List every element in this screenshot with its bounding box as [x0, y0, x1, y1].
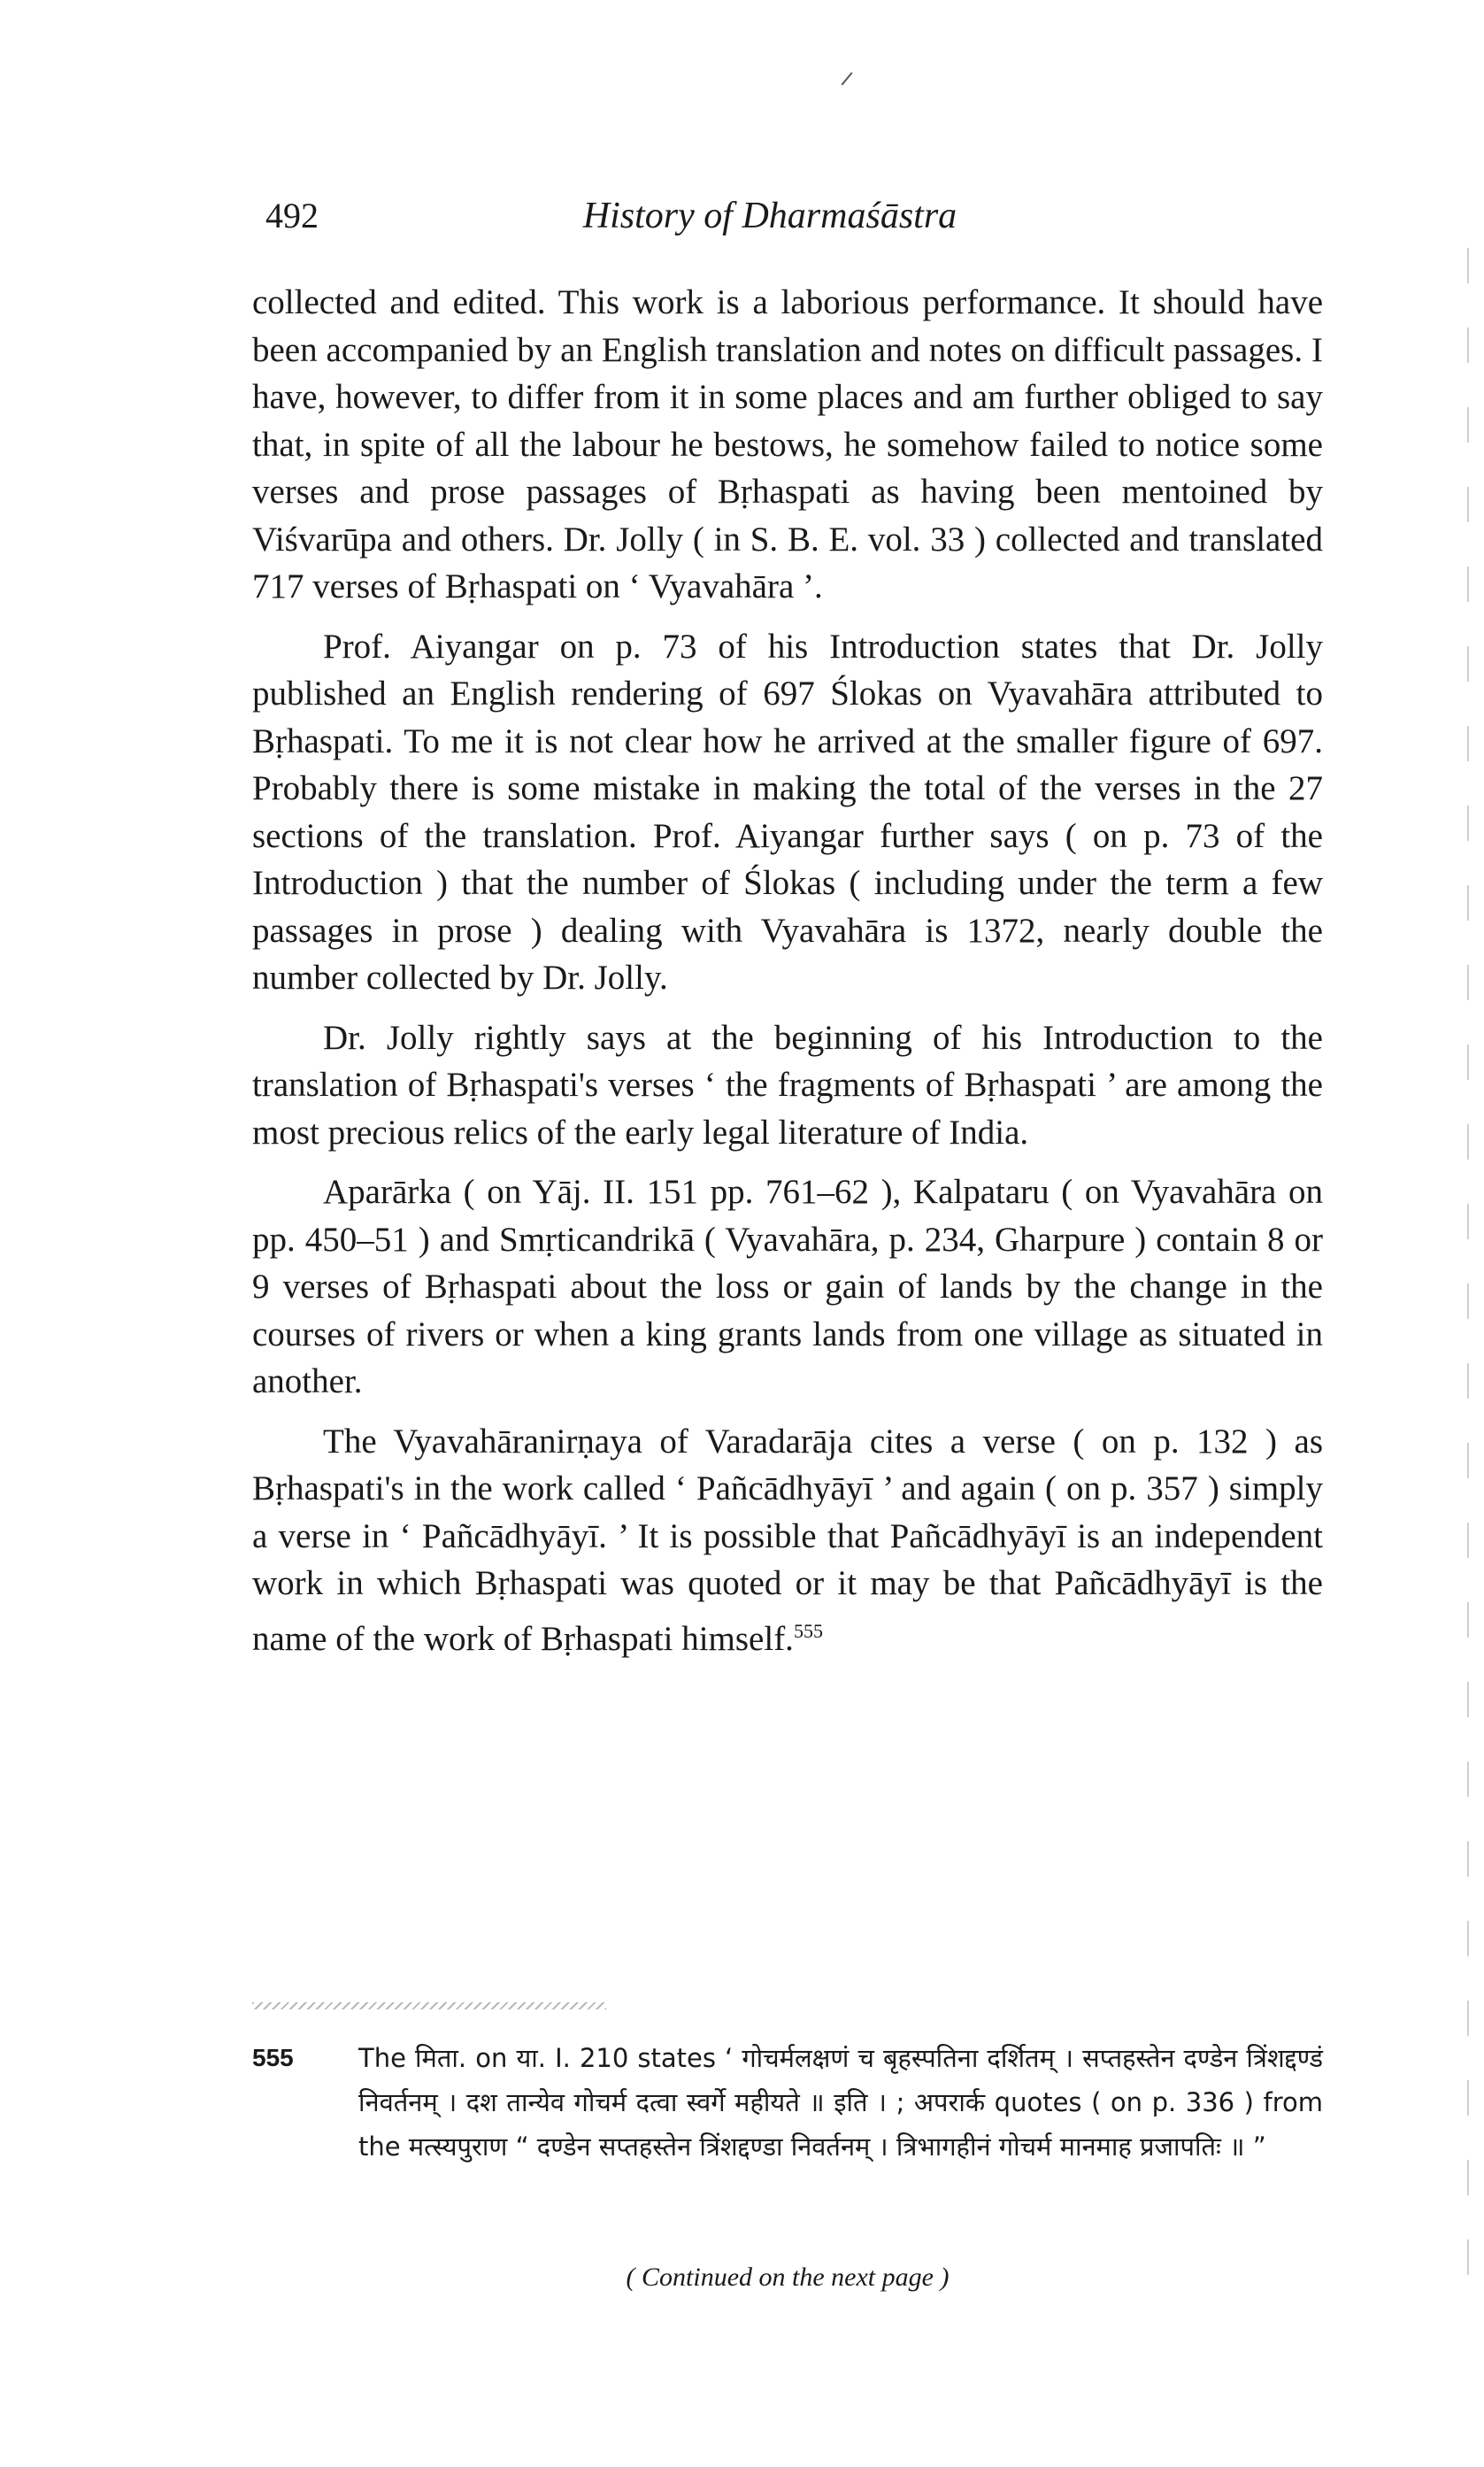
- footnote-number: 555: [252, 2044, 294, 2071]
- paragraph-3: Dr. Jolly rightly says at the beginning of his Introduction to the translation of Bṛhaspati's verses ‘ the fragments of Bṛhaspati ’ are among the most precious relics of the early legal literature of India.: [252, 1018, 1323, 1152]
- paragraph-5: [252, 1418, 1323, 1663]
- paragraph-5-text: The Vyavahāranirṇaya of Varadarāja cites a verse ( on p. 132 ) as Bṛhaspati's in the work called ‘ Pañcādhyāyī ’ and again ( on p. 357 ) simply a verse in ‘ Pañcādhyāyī. ’ It is possible that Pañcādhyāyī is an independent work in which Bṛhaspati was quoted or it may be that Pañcādhyāyī is the name of the work of Bṛhaspati himself.: [252, 1422, 1323, 1658]
- footnote: [252, 2036, 1323, 2169]
- running-title: History of Dharmaśāstra: [582, 196, 957, 236]
- page-number: 492: [265, 196, 319, 235]
- continued-note: ( Continued on the next page ): [626, 2263, 950, 2292]
- running-header: [265, 195, 1327, 248]
- stray-mark: [841, 72, 852, 85]
- body-text: [252, 279, 1323, 1675]
- paragraph-2: Prof. Aiyangar on p. 73 of his Introduction states that Dr. Jolly published an English rendering of 697 Ślokas on Vyavahāra attributed to Bṛhaspati. To me it is not clear how he arrived at the smaller figure of 697. Probably there is some mistake in making the total of the verses in the 27 sections of the translation. Prof. Aiyangar further says ( on p. 73 of the Introduction ) that the number of Ślokas ( including under the term a few passages in prose ) dealing with Vyavahāra is 1372, nearly double the number collected by Dr. Jolly.: [252, 627, 1323, 997]
- footnote-separator: [252, 2002, 606, 2009]
- page-edge-shadow: [1467, 248, 1469, 2284]
- paragraph-1: collected and edited. This work is a laborious performance. It should have been accompanied by an English translation and notes on difficult passages. I have, however, to differ from it in some places and am further obliged to say that, in spite of all the labour he bestows, he somehow failed to notice some verses and prose passages of Bṛhaspati as having been mentoined by Viśvarūpa and others. Dr. Jolly ( in S. B. E. vol. 33 ) collected and translated 717 verses of Bṛhaspati on ‘ Vyavahāra ’.: [252, 283, 1323, 605]
- footnote-reference: 555: [793, 1619, 823, 1642]
- footnote-text: The मिता. on या. I. 210 states ‘ गोचर्मलक्षणं च बृहस्पतिना दर्शितम् । सप्तहस्तेन दण्डेन त्रिंशद्दण्डं निवर्तनम् । दश तान्येव गोचर्म दत्वा स्वर्गे महीयते ॥ इति । ; अपरार्क quotes ( on p. 336 ) from the मत्स्यपुराण “ दण्डेन सप्तहस्तेन त्रिंशद्दण्डा निवर्तनम् । त्रिभागहीनं गोचर्म मानमाह प्रजापतिः ॥ ”: [358, 2043, 1323, 2162]
- paragraph-4: Aparārka ( on Yāj. II. 151 pp. 761–62 ), Kalpataru ( on Vyavahāra on pp. 450–51 ) and Smṛticandrikā ( Vyavahāra, p. 234, Gharpure ) contain 8 or 9 verses of Bṛhaspati about the loss or gain of lands by the change in the courses of rivers or when a king grants lands from one village as situated in another.: [252, 1173, 1323, 1400]
